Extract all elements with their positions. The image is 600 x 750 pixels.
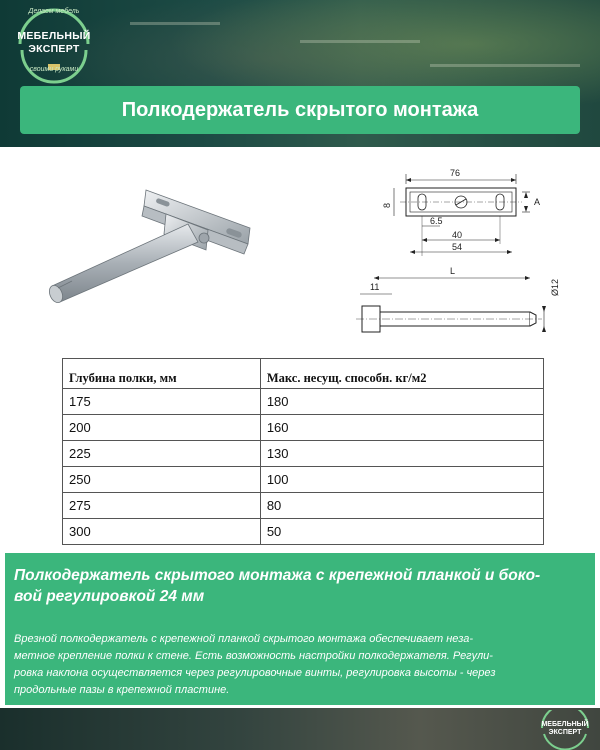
table-row (63, 441, 544, 467)
table-row (63, 467, 544, 493)
title-bar (20, 86, 580, 134)
dim-11-label: 11 (370, 282, 380, 292)
cell-depth: 250 (63, 467, 261, 493)
header-banner (0, 0, 600, 147)
dim-6-5-label: 6.5 (430, 216, 443, 226)
dim-d12-label: Ø12 (550, 278, 560, 296)
brand-logo[interactable] (12, 4, 96, 84)
description-line: метное крепление полки к стене. Есть возможность настройки полкодержателя. Регули- (14, 650, 493, 662)
table-row (63, 415, 544, 441)
background-shelf (130, 22, 220, 25)
footer-banner (0, 708, 600, 750)
dim-8-label: 8 (382, 202, 392, 208)
table-row (63, 519, 544, 545)
cell-depth: 175 (63, 389, 261, 415)
product-info-panel (5, 553, 595, 705)
background-shelf (300, 40, 420, 43)
logo-slogan-top: Делаем мебель (28, 8, 80, 15)
logo-slogan-bottom: своими руками (29, 66, 79, 73)
description-line: продольные пазы в крепежной пластине. (14, 684, 230, 696)
shelf-support-photo (38, 180, 258, 310)
cell-load: 80 (260, 493, 543, 519)
product-heading (14, 565, 586, 607)
background-shelf (430, 64, 580, 67)
load-capacity-table (62, 358, 544, 545)
description-line: ровка наклона осуществляется через регулировочные винты, регулировка высоты - через (14, 667, 496, 679)
table-row (63, 493, 544, 519)
dim-76-label: 76 (450, 168, 461, 178)
cell-load: 100 (260, 467, 543, 493)
column-header-max-load: Макс. несущ. способн. кг/м2 (260, 359, 543, 389)
page-title: Полкодержатель скрытого монтажа (121, 98, 479, 121)
technical-drawing (340, 160, 590, 345)
footer-brand-line1: МЕБЕЛЬНЫЙ (541, 721, 589, 728)
table-row (63, 389, 544, 415)
dim-54-label: 54 (452, 242, 463, 252)
cell-depth: 300 (63, 519, 261, 545)
cell-load: 180 (260, 389, 543, 415)
product-heading-line: вой регулировкой 24 мм (14, 588, 205, 605)
dim-40-label: 40 (452, 230, 463, 240)
product-description (14, 631, 586, 699)
footer-logo[interactable] (536, 710, 594, 750)
dim-l-label: L (450, 266, 456, 276)
dim-a-label: A (534, 197, 541, 207)
logo-brand-line2: ЭКСПЕРТ (28, 43, 80, 55)
logo-brand-line1: МЕБЕЛЬНЫЙ (17, 30, 91, 42)
column-header-shelf-depth: Глубина полки, мм (63, 359, 261, 389)
cell-depth: 225 (63, 441, 261, 467)
cell-depth: 200 (63, 415, 261, 441)
cell-load: 50 (260, 519, 543, 545)
cell-depth: 275 (63, 493, 261, 519)
description-line: Врезной полкодержатель с крепежной планкой скрытого монтажа обеспечивает неза- (14, 633, 474, 645)
cell-load: 160 (260, 415, 543, 441)
cell-load: 130 (260, 441, 543, 467)
table-header-row (63, 359, 544, 389)
footer-brand-line2: ЭКСПЕРТ (548, 729, 582, 736)
product-heading-line: Полкодержатель скрытого монтажа с крепежной планкой и боко- (14, 567, 541, 584)
